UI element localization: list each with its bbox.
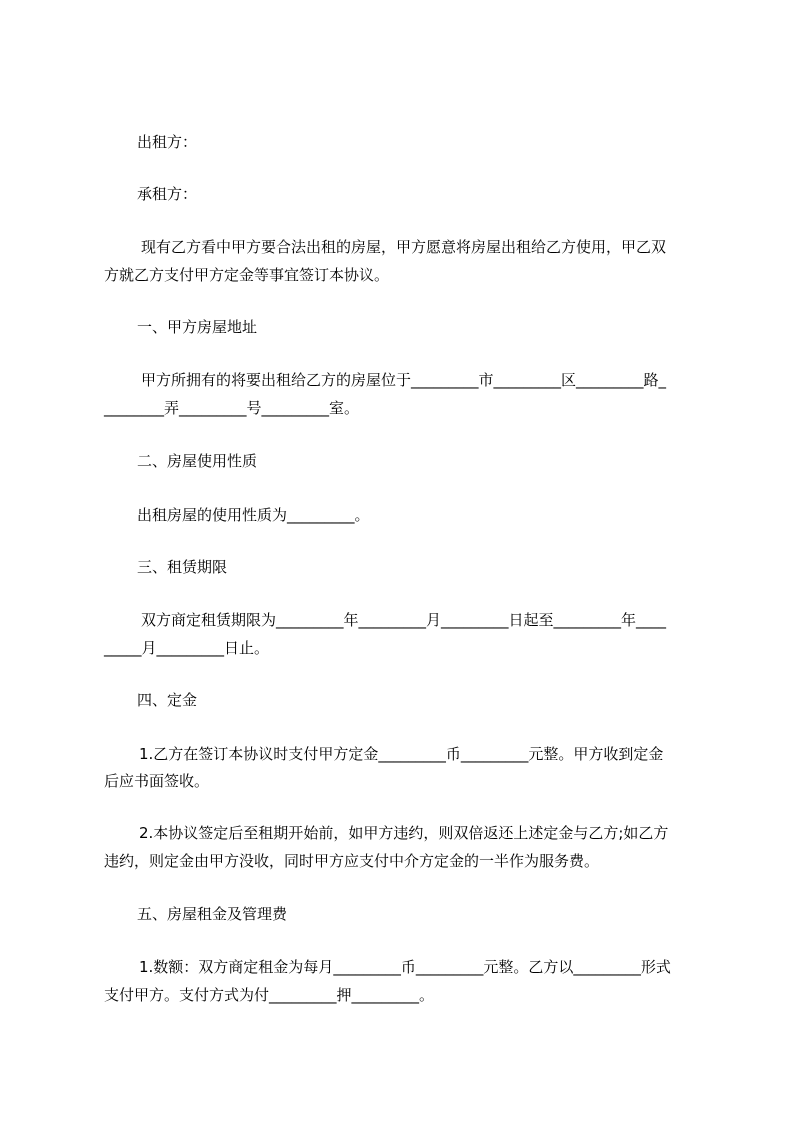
- lessor-label: 出租方：: [137, 133, 198, 151]
- section-4-para-1-line-2: 后应书面签收。: [104, 772, 210, 790]
- section-1-para-1-line-2: ________弄_________号_________室。: [104, 399, 360, 417]
- lessee-label: 承租方：: [137, 185, 198, 203]
- section-3-title: 三、租赁期限: [137, 558, 228, 576]
- section-1-title: 一、甲方房屋地址: [137, 318, 258, 336]
- section-4-para-2-line-2: 违约，则定金由甲方没收，同时甲方应支付中介方定金的一半作为服务费。: [104, 852, 600, 870]
- intro-line-2: 方就乙方支付甲方定金等事宜签订本协议。: [104, 266, 390, 284]
- section-1-para-1-line-1: 甲方所拥有的将要出租给乙方的房屋位于_________市_________区_________路_: [141, 371, 667, 389]
- section-5-para-1-line-2: 支付甲方。支付方式为付_________押_________。: [104, 986, 435, 1004]
- section-4-para-2-line-1: 2.本协议签定后至租期开始前，如甲方违约，则双倍返还上述定金与乙方;如乙方: [139, 824, 669, 842]
- section-5-title: 五、房屋租金及管理费: [137, 905, 288, 923]
- intro-line-1: 现有乙方看中甲方要合法出租的房屋，甲方愿意将房屋出租给乙方使用，甲乙双: [141, 238, 667, 256]
- section-3-para-1-line-2: _____月_________日止。: [104, 639, 270, 657]
- section-3-para-1-line-1: 双方商定租赁期限为_________年_________月_________日起至_________年____: [141, 611, 667, 629]
- section-4-para-1-line-1: 1.乙方在签订本协议时支付甲方定金_________币_________元整。甲方收到定金: [139, 745, 664, 763]
- section-2-para-1-line-1: 出租房屋的使用性质为_________。: [137, 506, 370, 524]
- section-5-para-1-line-1: 1.数额：双方商定租金为每月_________币_________元整。乙方以_________形式: [139, 958, 671, 976]
- section-2-title: 二、房屋使用性质: [137, 452, 258, 470]
- section-4-title: 四、定金: [137, 691, 198, 709]
